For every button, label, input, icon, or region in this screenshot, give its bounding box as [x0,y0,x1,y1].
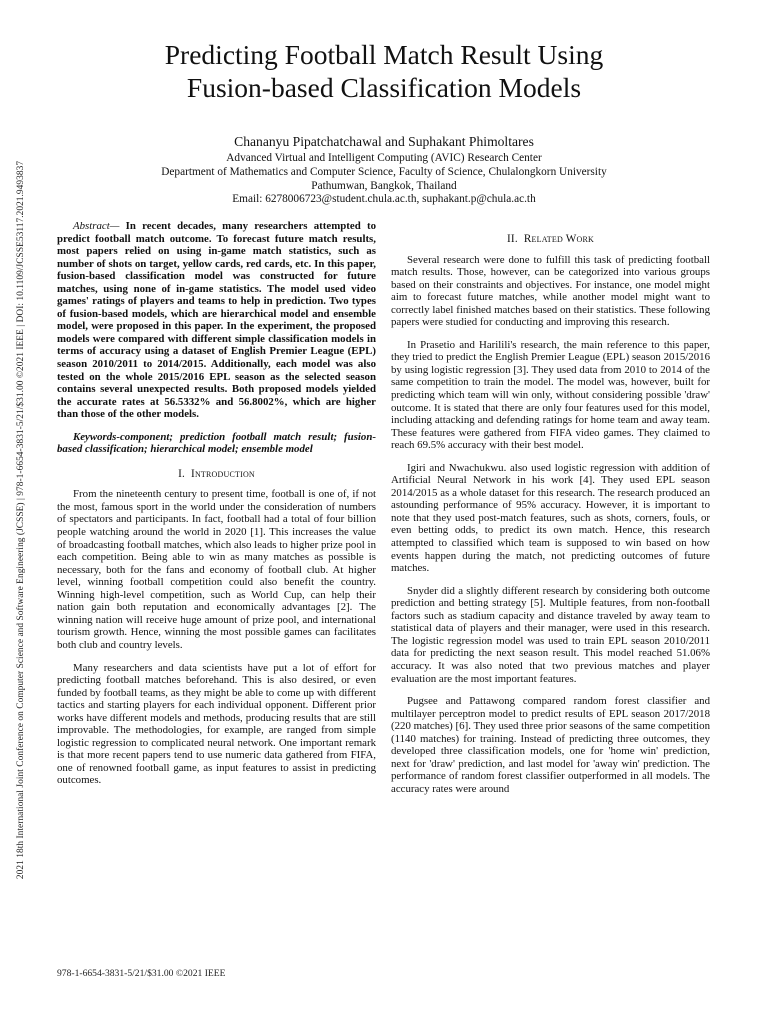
copyright-footer: 978-1-6654-3831-5/21/$31.00 ©2021 IEEE [57,968,226,979]
affiliation-line: Pathumwan, Bangkok, Thailand [311,179,457,192]
related-work-paragraph: Snyder did a slightly different research by considering both outcome prediction and betting strategy [5]. Multiple features, from non-football factors such as stadium capacity and distance traveled by away team to statistical data of players and their manager, were used in this research. The logistic regression model was used to train EPL season 2010/2011 data for predicting the next season result. This model reached 51.06% accuracy. It was also noted that two previous matches and player evaluation are the most important features. [391,584,710,685]
related-work-paragraph: Pugsee and Pattawong compared random forest classifier and multilayer perceptron model to predict results of EPL season 2017/2018 (220 matches) [6]. They used three prior seasons of the same competition (1140 matches) for training. Instead of predicting three outcomes, they developed three classification models, one for 'home win' prediction, next for 'draw' prediction, and last model for 'away win' prediction. The performance of random forest classifier outperformed in all models. The accuracy rates were around [391,695,710,795]
authors: Chananyu Pipatchatchawal and Suphakant Phimoltares [234,134,534,149]
intro-paragraph: From the nineteenth century to present time, football is one of, if not the most, famous sport in the world under the consideration of numbers of spectators and participants. In fact, football had a total of four billion people watching around the world in 2020 [1]. This increases the value of broadcasting football matches, which also leads to higher prize pool in each competition. Being able to win as many matches as possible is necessary, both for the fans and economy of football club. At higher level, winning football competition could also benefit the country. Winning high-level competition, such as World Cup, can help their nation gain both reputation and economically advantages [2]. The winning nation will receive huge amount of prize pool, and international tourism growth. Hence, winning the most possible games can facilitates both club and country levels. [57,488,376,651]
title-line-2: Fusion-based Classification Models [186,72,582,103]
right-column [391,233,710,805]
section-number: II. [507,233,518,245]
section-title: Related Work [523,233,594,245]
section-title: Introduction [191,467,255,480]
keywords: Keywords-component; prediction football match result; fusion-based classification; hierarchical model; ensemble model [57,430,376,456]
abstract [57,220,376,421]
affiliation-line: Advanced Virtual and Intelligent Computing (AVIC) Research Center [226,152,542,164]
title-line-1: Predicting Football Match Result Using [164,39,604,70]
conference-side-banner [10,140,32,900]
related-work-paragraph: Igiri and Nwachukwu. also used logistic regression with addition of Artificial Neural Network in his work [4]. They used EPL season 2014/2015 as a whole dataset for this research. The research produced an astounding performance of 95% accuracy. However, it is important to note that they used post-match features, such as shots, corners, fouls, or even betting odds, to predict its own match. Hence, this research attempted to classified which team is supposed to win based on how events happen during the match, not predicting outcomes of future matches. [391,461,710,575]
side-banner-text: 2021 18th International Joint Conference on Computer Science and Software Engineering (JCSSE) | 978-1-6654-3831-5/21/$31.00 ©2021 IEEE | DOI: 10.1109/JCSSE53117.2021.9493837 [16,160,26,880]
section-number: I. [178,467,186,480]
affiliation-block [60,152,708,207]
left-column [57,220,376,797]
email-line: Email: 6278006723@student.chula.ac.th, suphakant.p@chula.ac.th [232,193,536,206]
affiliation-line: Department of Mathematics and Computer Science, Faculty of Science, Chulalongkorn University [161,165,607,178]
section-heading-related-work [391,233,710,246]
abstract-text: In recent decades, many researchers attempted to predict football match outcome. To forecast future match results, most papers relied on using in-game match statistics, such as number of shots on target, yellow cards, red cards, etc. In this paper, fusion-based classification model was constructed for future matches, using none of in-game statistics. The model used video games' ratings of players and teams to help in prediction. Two types of fusion-based models, which are hierarchical model and ensemble model, were proposed in this paper. In the experiment, the proposed models were compared with different simple classification models in terms of accuracy using a dataset of English Premier League (EPL) season 2010/2011 to 2014/2015. Additionally, each model was also tested on the whole 2015/2016 EPL season as the selected season contains several unexpected results. Both proposed models yielded the accurate rates at 56.5332% and 56.8002%, which are higher than those of the other models. [57,220,376,421]
intro-paragraph: Many researchers and data scientists have put a lot of effort for predicting football matches beforehand. This is also desired, or even funded by football teams, as they might be able to come up with different tactics and starting players for each individual opponent. Different prior works have different models and methods, producing results that are still improvable. The methodologies, for example, are ranged from simple logistic regression to complicated neural network. One important remark is that more recent papers tend to use numeric data gathered from FIFA, one of renowned football game, as input features to assist in predicting outcomes. [57,661,376,787]
paper-title [60,38,708,104]
related-work-paragraph: In Prasetio and Harilili's research, the main reference to this paper, they tried to predict the English Premier League (EPL) season 2015/2016 by using logistic regression [3]. They used data from 2010 to 2014 of the same competition to train the model. The model was, however, built for predicting which team will win only, without considering possible 'draw' outcome. It is stated that there are only four features used for this model, including attacking and defending ratings for home team and away team. These features were gathered from FIFA video games. They claimed to reach 69.5% accuracy with their best model. [391,338,710,452]
abstract-label: Abstract— [73,220,120,232]
related-work-paragraph: Several research were done to fulfill this task of predicting football match results. Those, however, can be categorized into various groups based on their constraints and objectives. For instance, one model might aim to forecast future matches, while another model might want to correctly label finished matches based on their statistics. These following papers were studied for conducting and improving this research. [391,253,710,329]
section-heading-introduction [57,468,376,481]
